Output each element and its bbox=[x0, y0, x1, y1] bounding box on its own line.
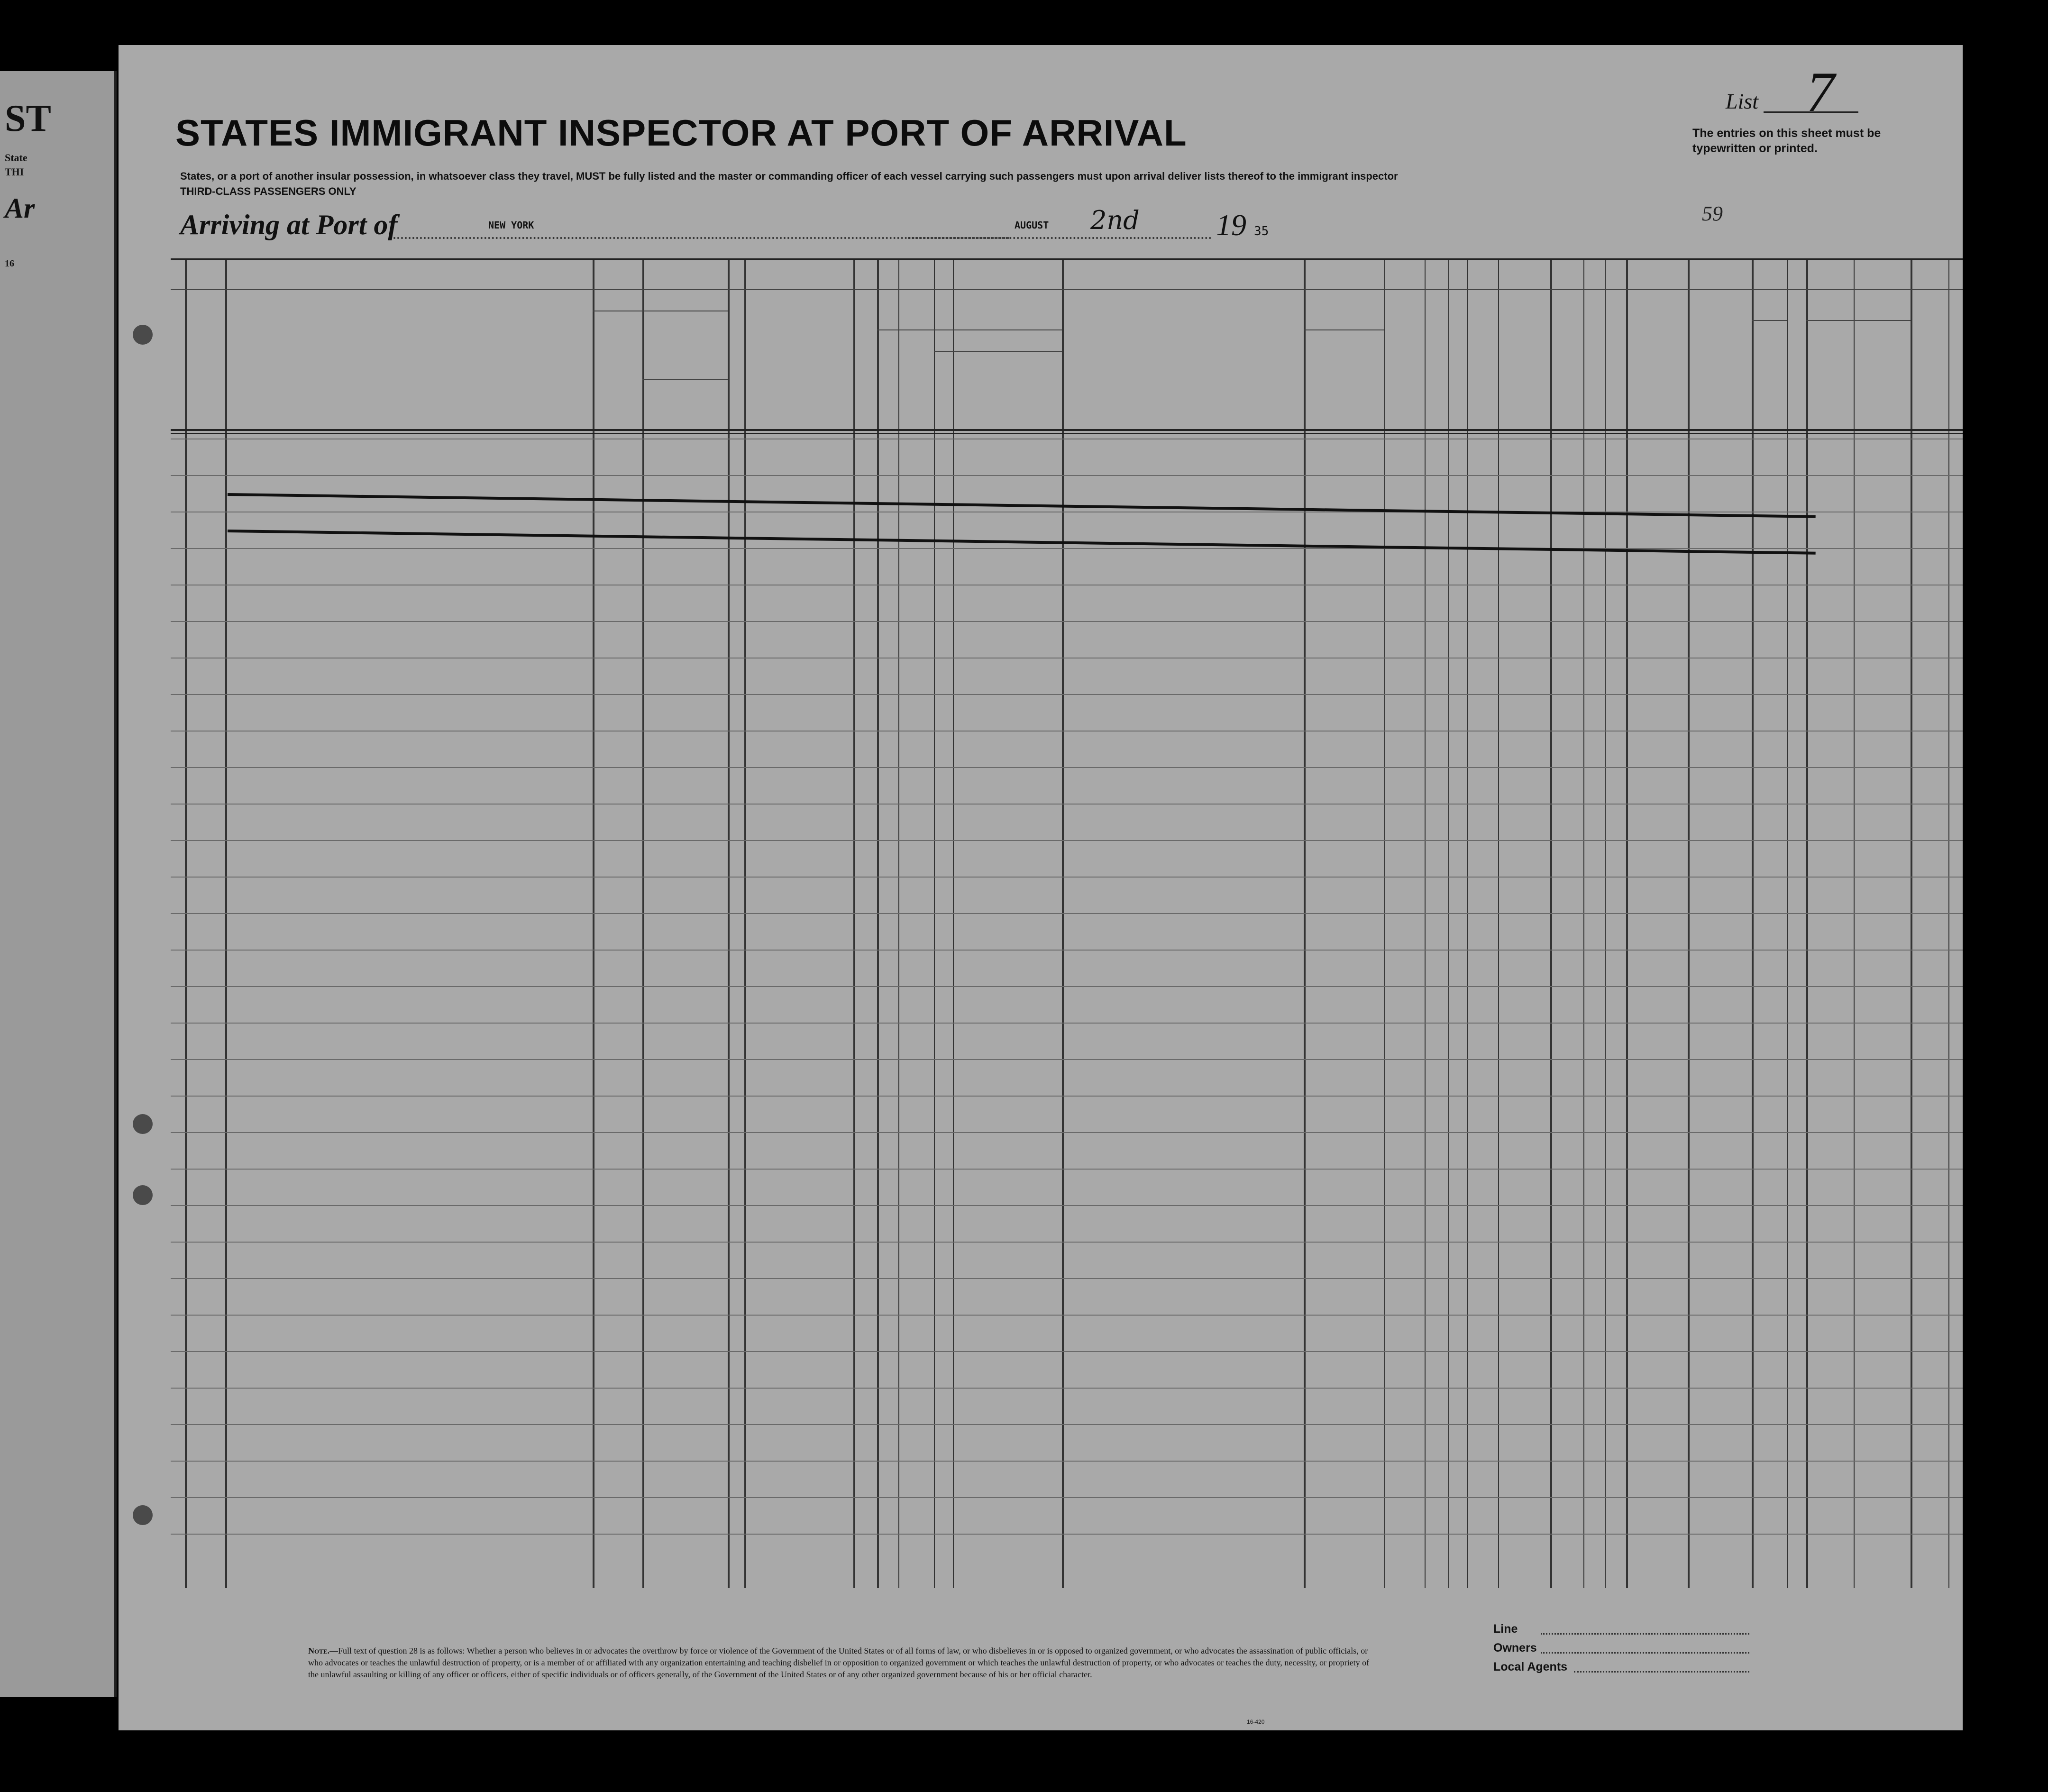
grid-column-rule bbox=[1626, 258, 1628, 1588]
edge-letters-thi: THI bbox=[5, 166, 24, 178]
grid-column-rule bbox=[1550, 258, 1552, 1588]
local-agents-label: Local Agents bbox=[1493, 1660, 1568, 1673]
year-suffix: 35 bbox=[1254, 224, 1269, 238]
grid-column-rule bbox=[1752, 258, 1754, 1588]
before-us-rule bbox=[877, 329, 1062, 330]
edge-letters-st: ST bbox=[5, 98, 51, 139]
form-number: 16-420 bbox=[1247, 1719, 1265, 1725]
binder-hole bbox=[133, 1114, 153, 1134]
height-rule bbox=[1752, 320, 1787, 321]
row-rule bbox=[171, 1388, 1963, 1389]
list-number-line bbox=[1764, 111, 1858, 113]
cancellation-strike bbox=[228, 493, 1816, 518]
grid-column-rule bbox=[934, 258, 935, 1588]
grid-column-rule bbox=[593, 258, 594, 1588]
grid-column-rule bbox=[1787, 258, 1788, 1588]
grid-header-bottom-rule bbox=[171, 433, 1963, 434]
grid-column-rule bbox=[1911, 258, 1912, 1588]
previous-page-edge bbox=[0, 71, 117, 1697]
grid-column-rule bbox=[225, 258, 227, 1588]
footnote bbox=[308, 1645, 1375, 1681]
grid-column-rule bbox=[744, 258, 746, 1588]
owners-label: Owners bbox=[1493, 1641, 1537, 1655]
binder-hole bbox=[133, 1185, 153, 1205]
page-title: STATES IMMIGRANT INSPECTOR AT PORT OF ARRIVAL bbox=[175, 112, 1187, 154]
row-rule bbox=[171, 767, 1963, 768]
row-rule bbox=[171, 877, 1963, 878]
row-rule bbox=[171, 1096, 1963, 1097]
row-rule bbox=[171, 548, 1963, 549]
binder-hole bbox=[133, 325, 153, 345]
cancellation-strike bbox=[228, 530, 1816, 555]
line-signature-line bbox=[1541, 1633, 1749, 1635]
row-rule bbox=[171, 804, 1963, 805]
grid-column-rule bbox=[1806, 258, 1808, 1588]
grid-column-rule bbox=[1448, 258, 1449, 1588]
grid-column-rule bbox=[1605, 258, 1606, 1588]
grid-column-rule bbox=[1425, 258, 1426, 1588]
page-subtitle: States, or a port of another insular possession, in whatsoever class they travel, MUST be fully listed and the master or commanding officer of each vessel carrying such passengers must upon arrival deliver lists thereof to the immigrant inspector bbox=[180, 170, 1398, 182]
purpose-rule bbox=[1304, 329, 1384, 330]
grid-column-rule bbox=[1062, 258, 1064, 1588]
grid-column-rule bbox=[1854, 258, 1855, 1588]
row-rule bbox=[171, 840, 1963, 841]
grid-column-rule bbox=[898, 258, 899, 1588]
grid-column-rule bbox=[877, 258, 879, 1588]
grid-column-rule bbox=[1948, 258, 1949, 1588]
manifest-sheet bbox=[119, 45, 1963, 1730]
date-line bbox=[908, 237, 1211, 239]
dest-usa-rule bbox=[642, 379, 728, 380]
grid-column-rule bbox=[1583, 258, 1584, 1588]
grid-column-rule bbox=[1304, 258, 1306, 1588]
month-value: AUGUST bbox=[1015, 219, 1049, 231]
grid-column-rule bbox=[853, 258, 855, 1588]
row-rule bbox=[171, 1351, 1963, 1352]
row-rule bbox=[171, 1169, 1963, 1170]
row-rule bbox=[171, 1059, 1963, 1060]
color-rule bbox=[1806, 320, 1911, 321]
grid-header-top-rule bbox=[171, 258, 1963, 260]
arriving-label: Arriving at Port of bbox=[180, 209, 398, 240]
footnote-text: —Full text of question 28 is as follows: Whether a person who believes in or advocates the overthrow by force or violence of the Government of the United States or of all forms of law, or who disbelieves in or is opposed to organized government, or who advocates the assassination of public officials, or who advocates or teaches the unlawful destruction of property, or is a member of or affiliated with any organization entertaining and teaching disbelief in or opposition to organized government or which teaches the unlawful destruction of property, or who advocates or teaches the duty, necessity, or propriety of the unlawful assaulting or killing of any officer or officers, either of specific individuals or of officers generally, of the Government of the United States or of any other organized government because of his or her official character. bbox=[308, 1646, 1370, 1679]
grid-column-rule bbox=[953, 258, 954, 1588]
row-rule bbox=[171, 1242, 1963, 1243]
row-rule bbox=[171, 986, 1963, 987]
line-label: Line bbox=[1493, 1622, 1518, 1636]
grid-column-rule bbox=[642, 258, 644, 1588]
binder-hole bbox=[133, 1505, 153, 1525]
grid-column-rule bbox=[728, 258, 730, 1588]
row-rule bbox=[171, 1023, 1963, 1024]
row-rule bbox=[171, 1461, 1963, 1462]
owners-signature-line bbox=[1541, 1652, 1749, 1654]
row-rule bbox=[171, 1424, 1963, 1425]
day-value: 2nd bbox=[1090, 205, 1140, 235]
row-rule bbox=[171, 475, 1963, 476]
row-rule bbox=[171, 621, 1963, 622]
row-rule bbox=[171, 1315, 1963, 1316]
ifyes-rule bbox=[934, 351, 1062, 352]
entries-note: The entries on this sheet must be typewritten or printed. bbox=[1692, 127, 1881, 155]
row-rule bbox=[171, 1534, 1963, 1535]
row-rule bbox=[171, 1497, 1963, 1498]
grid-column-rule bbox=[1498, 258, 1499, 1588]
passenger-class-label: THIRD-CLASS PASSENGERS ONLY bbox=[180, 185, 357, 197]
local-agents-signature-line bbox=[1574, 1671, 1749, 1673]
edge-letters-state: State bbox=[5, 152, 27, 164]
grid-column-rule bbox=[1384, 258, 1385, 1588]
grid-header-bottom-rule bbox=[171, 429, 1963, 431]
edge-letters-ar: Ar bbox=[5, 192, 35, 224]
port-value: NEW YORK bbox=[488, 219, 534, 231]
list-number: 7 bbox=[1806, 60, 1835, 123]
row-rule bbox=[171, 1278, 1963, 1279]
row-rule bbox=[171, 1205, 1963, 1206]
page-mark: 59 bbox=[1702, 202, 1723, 225]
row-rule bbox=[171, 694, 1963, 695]
row-rule bbox=[171, 950, 1963, 951]
footnote-label: Note. bbox=[308, 1646, 329, 1655]
row-rule bbox=[171, 1132, 1963, 1133]
grid-column-rule bbox=[1688, 258, 1690, 1588]
grid-column-rule bbox=[185, 258, 187, 1588]
edge-col-no: 16 bbox=[5, 258, 14, 269]
row-rule bbox=[171, 913, 1963, 914]
year-prefix: 19 bbox=[1216, 208, 1246, 242]
grid-column-rule bbox=[1467, 258, 1468, 1588]
grid-header-rule bbox=[171, 289, 1963, 290]
list-label: List bbox=[1726, 89, 1759, 113]
